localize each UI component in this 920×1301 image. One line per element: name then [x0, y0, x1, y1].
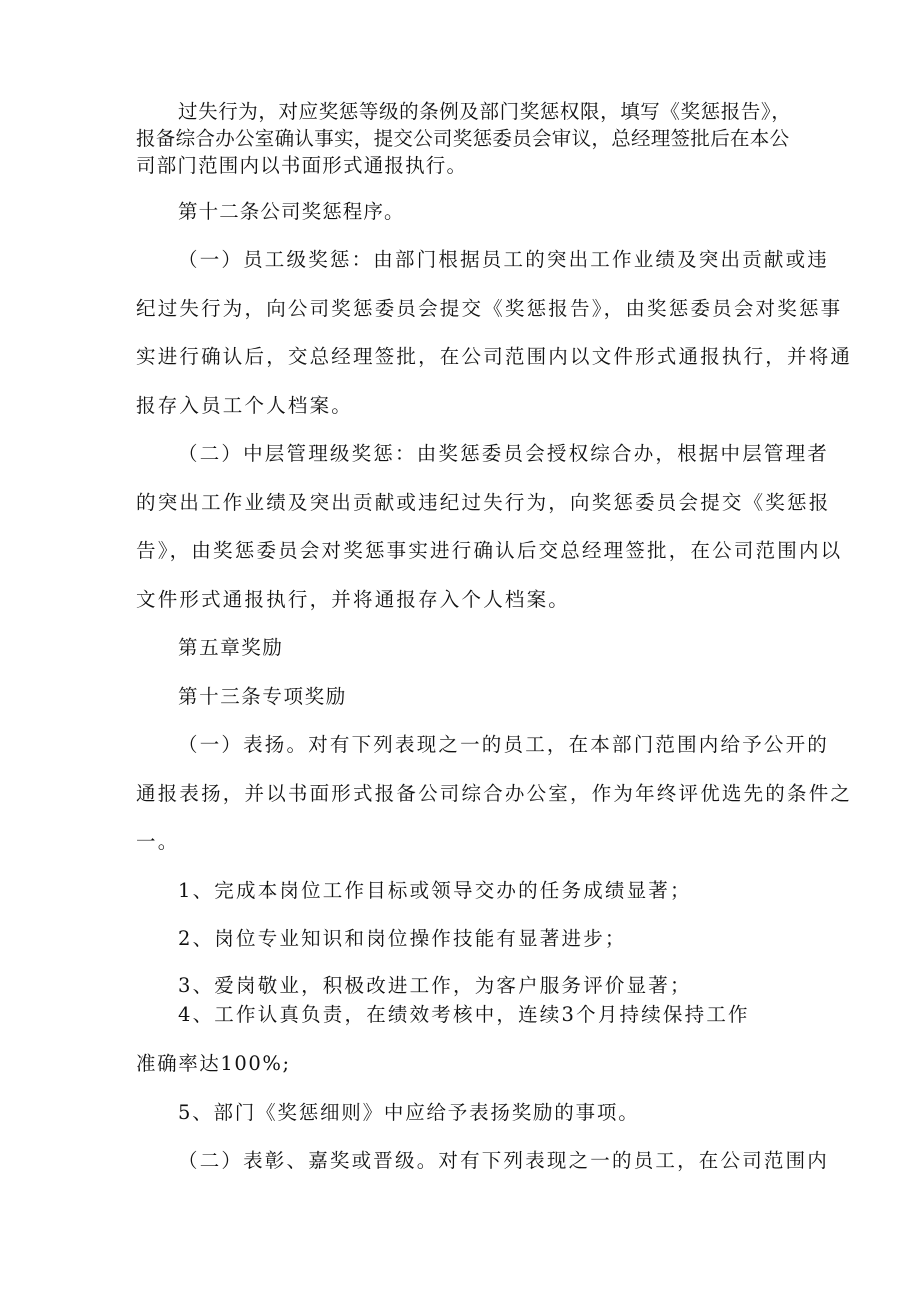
list-item: 2、岗位专业知识和岗位操作技能有显著进步；	[178, 927, 627, 950]
article-heading-13: 第十三条专项奖励	[178, 685, 347, 708]
chapter-heading-5: 第五章奖励	[178, 636, 284, 659]
list-item: 1、完成本岗位工作目标或领导交办的任务成绩显著；	[178, 879, 692, 902]
list-item: 4、工作认真负责，在绩效考核中，连续3个月持续保持工作	[178, 1003, 750, 1026]
paragraph-line: 文件形式通报执行，并将通报存入个人档案。	[136, 588, 571, 611]
paragraph-line: 一。	[136, 830, 180, 853]
paragraph-line: 通报表扬，并以书面形式报备公司综合办公室，作为年终评优选先的条件之	[136, 782, 853, 805]
paragraph-line: 报备综合办公室确认事实，提交公司奖惩委员会审议，总经理签批后在本公	[136, 127, 790, 150]
paragraph-line: 司部门范围内以书面形式通报执行。	[136, 154, 468, 177]
paragraph-line: （一）员工级奖惩：由部门根据员工的突出工作业绩及突出贡献或违	[178, 248, 830, 271]
paragraph-line: 过失行为，对应奖惩等级的条例及部门奖惩权限，填写《奖惩报告》，	[178, 100, 792, 123]
paragraph-line: 报存入员工个人档案。	[136, 394, 354, 417]
paragraph-line: 纪过失行为，向公司奖惩委员会提交《奖惩报告》，由奖惩委员会对奖惩事	[136, 297, 843, 320]
paragraph-line: 告》，由奖惩委员会对奖惩事实进行确认后交总经理签批，在公司范围内以	[136, 539, 843, 562]
paragraph-line: （二）表彰、嘉奖或晋级。对有下列表现之一的员工，在公司范围内	[178, 1149, 830, 1172]
list-item: 5、部门《奖惩细则》中应给予表扬奖励的事项。	[178, 1101, 640, 1124]
paragraph-line: （二）中层管理级奖惩：由奖惩委员会授权综合办，根据中层管理者	[178, 442, 830, 465]
paragraph-line: （一）表扬。对有下列表现之一的员工，在本部门范围内给予公开的	[178, 733, 830, 756]
list-item: 3、爱岗敬业，积极改进工作，为客户服务评价显著；	[178, 974, 692, 997]
list-item-continuation: 准确率达100%;	[136, 1052, 291, 1075]
paragraph-line: 实进行确认后，交总经理签批，在公司范围内以文件形式通报执行，并将通	[136, 345, 853, 368]
paragraph-line: 的突出工作业绩及突出贡献或违纪过失行为，向奖惩委员会提交《奖惩报	[136, 491, 831, 514]
article-heading-12: 第十二条公司奖惩程序。	[178, 200, 405, 223]
